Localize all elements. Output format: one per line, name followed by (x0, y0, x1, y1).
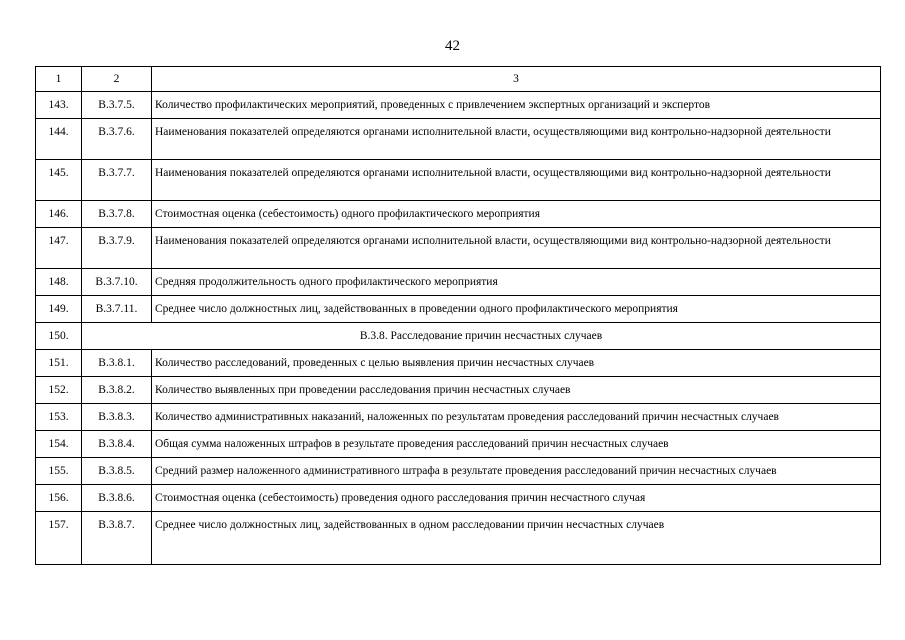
table-row (36, 269, 881, 296)
row-text: Количество профилактических мероприятий, проведенных с привлечением экспертных организаций и экспертов (152, 92, 881, 119)
row-number: 155. (36, 458, 82, 485)
row-text: Среднее число должностных лиц, задействованных в одном расследовании причин несчастных случаев (152, 512, 881, 565)
row-number: 154. (36, 431, 82, 458)
column-header-1: 1 (36, 67, 82, 92)
row-text: Стоимостная оценка (себестоимость) одного профилактического мероприятия (152, 201, 881, 228)
table-row (36, 119, 881, 160)
row-text: Средняя продолжительность одного профилактического мероприятия (152, 269, 881, 296)
row-number: 145. (36, 160, 82, 201)
table-row (36, 485, 881, 512)
row-text: Наименования показателей определяются органами исполнительной власти, осуществляющими вид контрольно-надзорной деятельности (152, 228, 881, 269)
row-text: Количество выявленных при проведении расследования причин несчастных случаев (152, 377, 881, 404)
row-number: 156. (36, 485, 82, 512)
table-row (36, 404, 881, 431)
table-row (36, 296, 881, 323)
table-row (36, 458, 881, 485)
row-text: Общая сумма наложенных штрафов в результате проведения расследований причин несчастных случаев (152, 431, 881, 458)
row-number: 152. (36, 377, 82, 404)
row-code: В.3.7.10. (82, 269, 152, 296)
row-code: В.3.8.7. (82, 512, 152, 565)
row-code: В.3.7.8. (82, 201, 152, 228)
table-row (36, 431, 881, 458)
row-number: 150. (36, 323, 82, 350)
table-row (36, 377, 881, 404)
row-code: В.3.7.9. (82, 228, 152, 269)
section-row (36, 323, 881, 350)
row-code: В.3.7.7. (82, 160, 152, 201)
table-header-row (36, 67, 881, 92)
row-number: 153. (36, 404, 82, 431)
table-row (36, 160, 881, 201)
row-text: Количество административных наказаний, наложенных по результатам проведения расследований причин несчастных случаев (152, 404, 881, 431)
row-number: 144. (36, 119, 82, 160)
row-number: 157. (36, 512, 82, 565)
row-code: В.3.7.11. (82, 296, 152, 323)
row-number: 148. (36, 269, 82, 296)
row-number: 149. (36, 296, 82, 323)
row-text: Средний размер наложенного административного штрафа в результате проведения расследований причин несчастных случаев (152, 458, 881, 485)
table-row (36, 201, 881, 228)
row-code: В.3.8.5. (82, 458, 152, 485)
page-number: 42 (445, 38, 460, 54)
indicators-table (35, 66, 881, 565)
row-code: В.3.8.2. (82, 377, 152, 404)
row-text: Среднее число должностных лиц, задействованных в проведении одного профилактического мероприятия (152, 296, 881, 323)
column-header-3: 3 (152, 67, 881, 92)
section-title: В.3.8. Расследование причин несчастных случаев (82, 323, 881, 350)
row-code: В.3.7.5. (82, 92, 152, 119)
table-row (36, 228, 881, 269)
column-header-2: 2 (82, 67, 152, 92)
row-number: 143. (36, 92, 82, 119)
row-text: Стоимостная оценка (себестоимость) проведения одного расследования причин несчастного случая (152, 485, 881, 512)
row-code: В.3.8.4. (82, 431, 152, 458)
row-code: В.3.8.6. (82, 485, 152, 512)
row-code: В.3.8.3. (82, 404, 152, 431)
row-number: 151. (36, 350, 82, 377)
table-row (36, 92, 881, 119)
row-text: Наименования показателей определяются органами исполнительной власти, осуществляющими вид контрольно-надзорной деятельности (152, 160, 881, 201)
row-number: 147. (36, 228, 82, 269)
row-number: 146. (36, 201, 82, 228)
row-text: Количество расследований, проведенных с целью выявления причин несчастных случаев (152, 350, 881, 377)
row-code: В.3.8.1. (82, 350, 152, 377)
row-code: В.3.7.6. (82, 119, 152, 160)
table-row (36, 350, 881, 377)
table-row (36, 512, 881, 565)
row-text: Наименования показателей определяются органами исполнительной власти, осуществляющими вид контрольно-надзорной деятельности (152, 119, 881, 160)
